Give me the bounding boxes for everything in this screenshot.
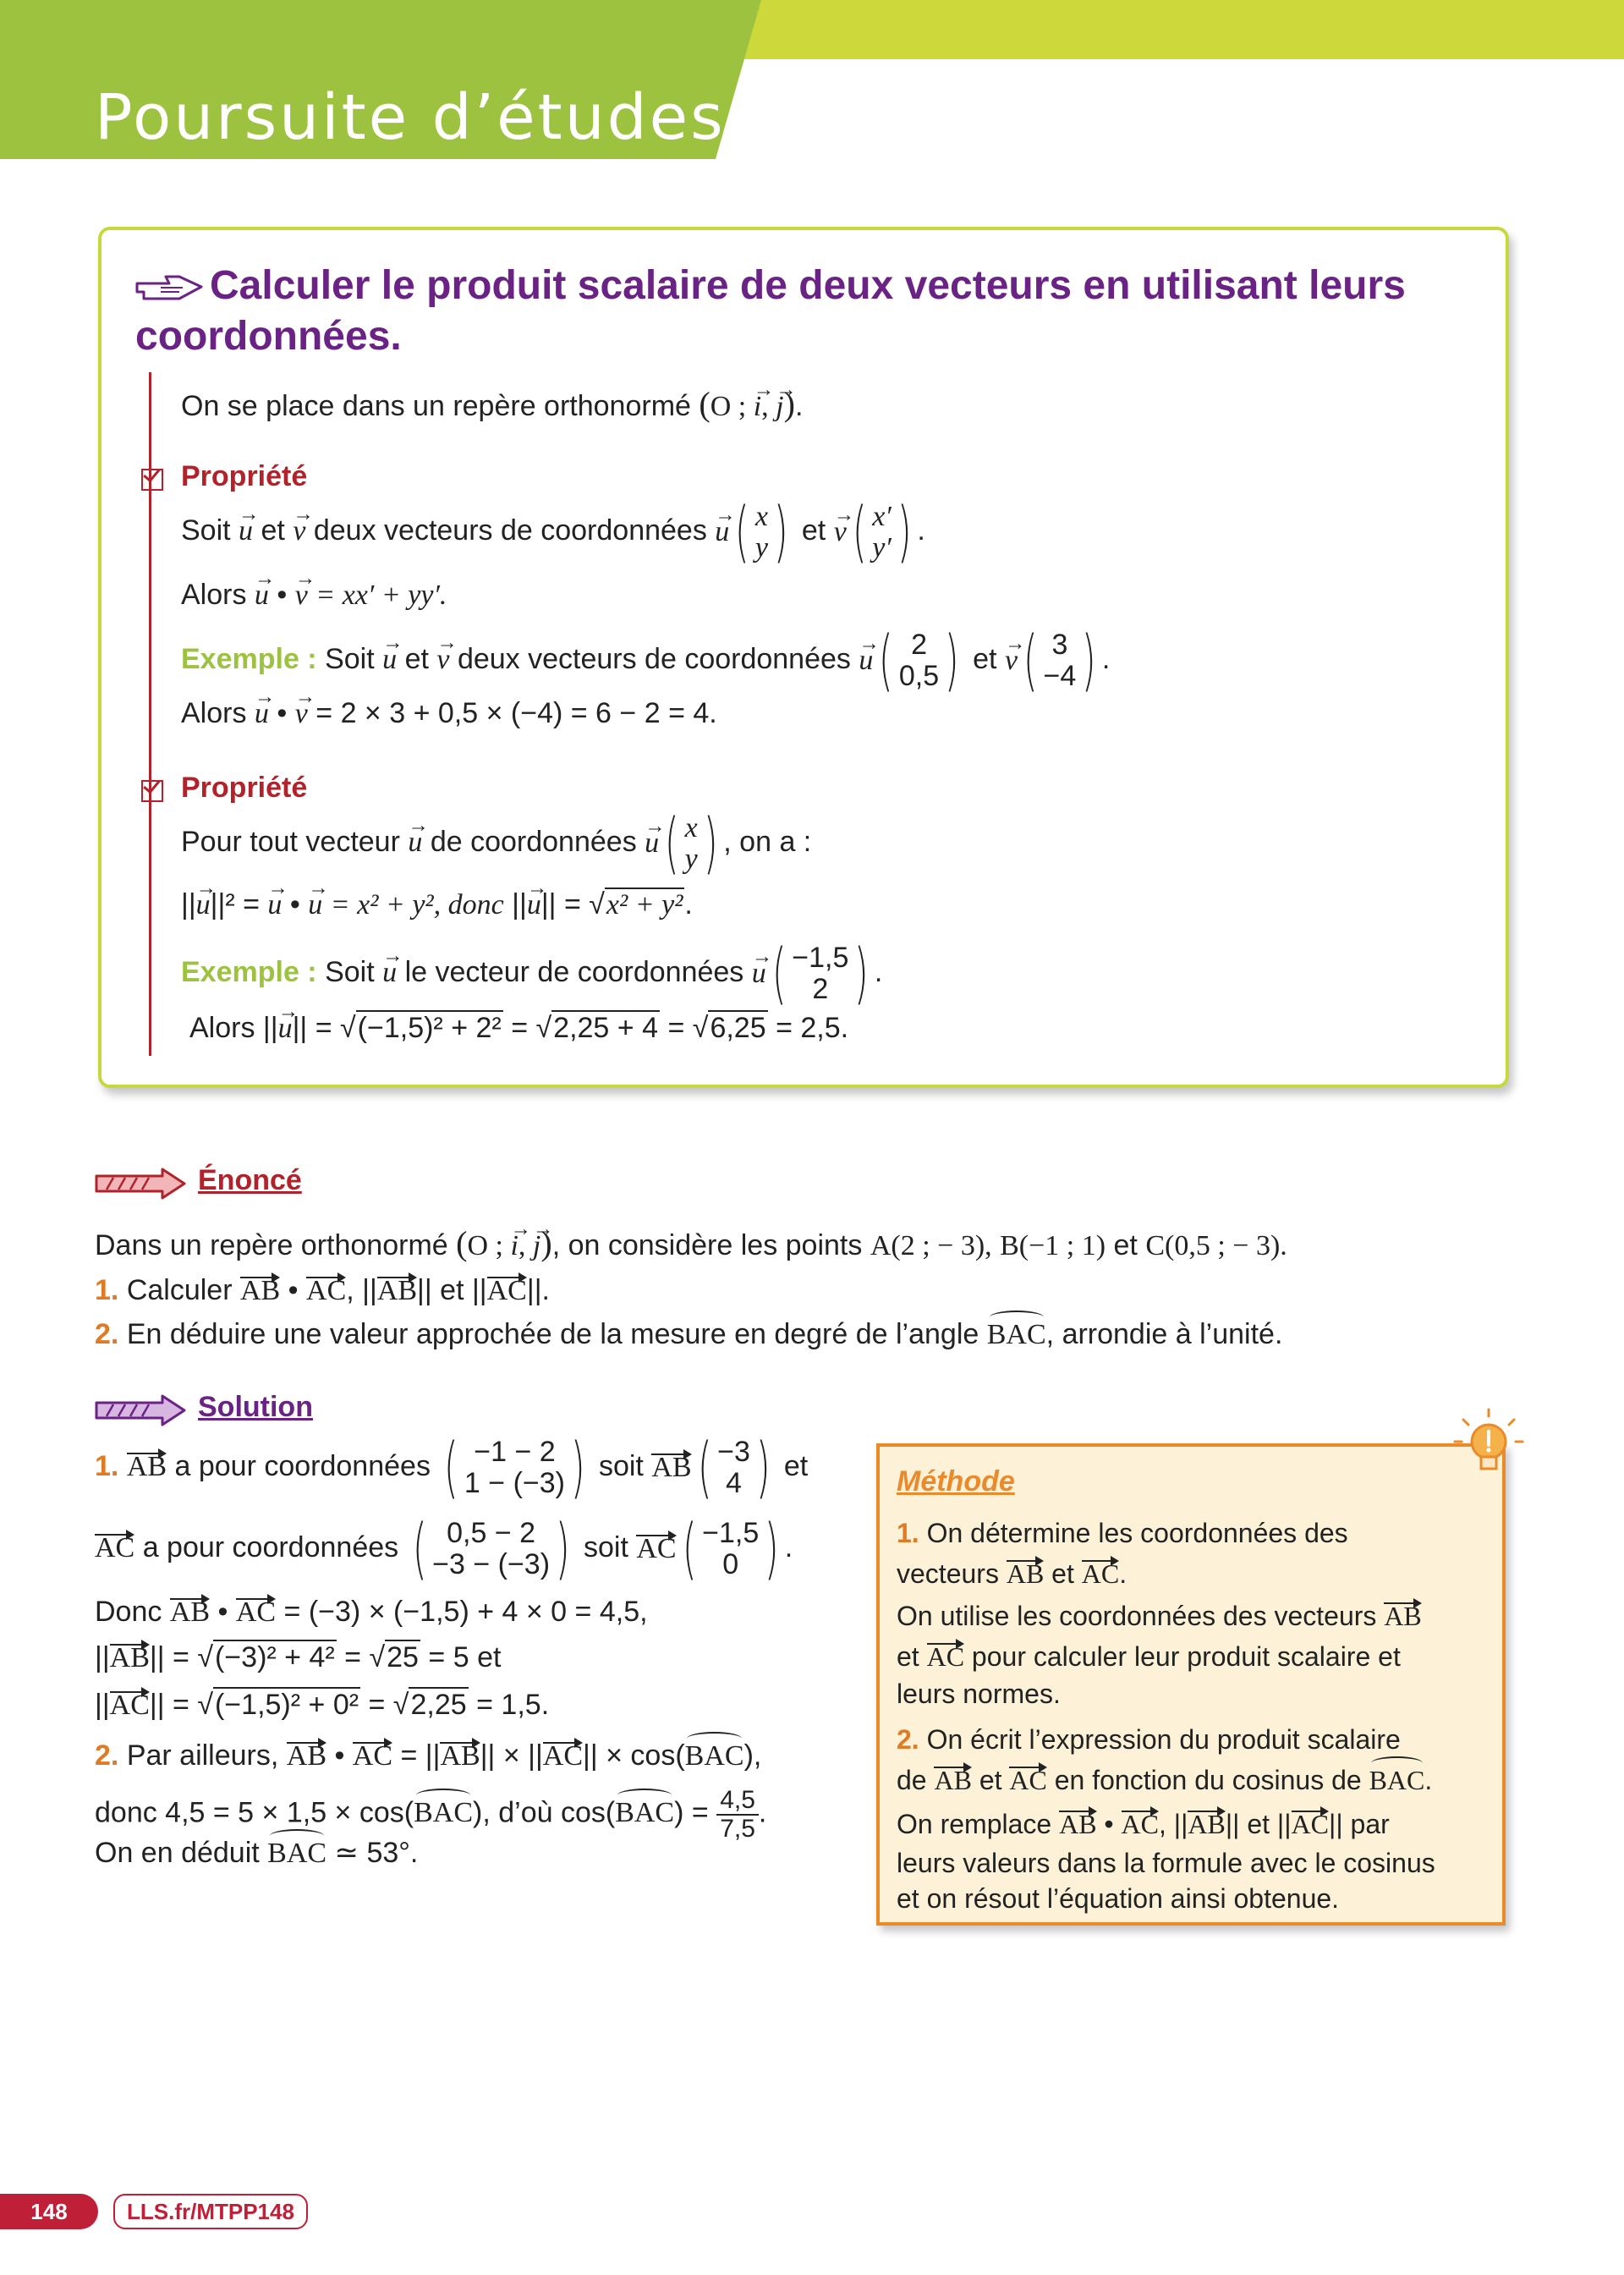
example-1: Exemple : Soit → u et → v deux vecteurs de coordonnées → u ( 2 0,5 ) et → v ( 3 −4 ) . (181, 628, 1110, 694)
solution-ac-coords: AC a pour coordonnées ( 0,5 − 2 −3 − (−3) ) soit AC ( −1,5 0 ) . (95, 1510, 793, 1587)
property-1-statement: Soit → u et → v deux vecteurs de coordonnées → u ( x y ) et → v ( x′ y′ ) . (181, 499, 925, 565)
methode-title: Méthode (897, 1465, 1015, 1497)
methode-line: 1. On détermine les coordonnées des (897, 1518, 1348, 1548)
methode-line: 2. On écrit l’expression du produit scalaire (897, 1724, 1401, 1755)
methode-line: leurs valeurs dans la formule avec le cosinus (897, 1848, 1435, 1878)
box-title-text: Calculer le produit scalaire de deux vecteurs en utilisant leurs coordonnées. (135, 263, 1406, 359)
methode-line: On utilise les coordonnées des vecteurs AB (897, 1601, 1422, 1631)
property-label-2: Propriété (181, 772, 308, 804)
methode-line: de AB et AC en fonction du cosinus de BAC. (897, 1765, 1433, 1795)
example-2-result: Alors ||→ u|| = √(−1,5)² + 2² = √2,25 + 4 = √6,25 = 2,5. (189, 1012, 848, 1045)
enonce-arrow-icon (95, 1168, 186, 1200)
methode-line: et AC pour calculer leur produit scalaire et (897, 1641, 1401, 1672)
property-label-1: Propriété (181, 460, 308, 492)
checkbox-icon (141, 780, 163, 802)
property-box (98, 227, 1509, 1088)
methode-line: On remplace AB • AC, ||AB|| et ||AC|| par (897, 1809, 1390, 1839)
page-number: 148 (0, 2194, 98, 2229)
solution-conclusion: On en déduit BAC ≃ 53°. (95, 1837, 419, 1869)
example-2: Exemple : Soit → u le vecteur de coordonnées → u ( −1,5 2 ) . (181, 941, 882, 1007)
methode-box (876, 1443, 1506, 1926)
solution-norm-ab: ||AB|| = √(−3)² + 4² = √25 = 5 et (95, 1641, 502, 1673)
solution-arrow-icon (95, 1394, 186, 1426)
solution-ab-coords: 1. AB a pour coordonnées ( −1 − 2 1 − (−3) ) soit AB ( −3 4 ) et (95, 1429, 809, 1506)
methode-line: leurs normes. (897, 1679, 1061, 1709)
solution-label: Solution (198, 1391, 313, 1423)
pointing-hand-icon (135, 273, 203, 302)
checkbox-icon (141, 469, 163, 491)
solution-cos: donc 4,5 = 5 × 1,5 × cos(BAC), d’où cos(BAC) = $\frac{4,5}{7,5}$ . (95, 1786, 767, 1843)
property-2-statement: Pour tout vecteur → u de coordonnées → u ( x y ) , on a : (181, 811, 811, 876)
property-1-formula: Alors → u • → v = xx′ + yy′. (181, 579, 447, 612)
enonce-intro: Dans un repère orthonormé (O ; → i, → j), on considère les points A(2 ; − 3), B(−1 ; 1) et C(0,5 ; − 3). (95, 1223, 1287, 1263)
lls-link[interactable]: LLS.fr/MTPP148 (113, 2194, 308, 2229)
example-1-result: Alors → u • → v = 2 × 3 + 0,5 × (−4) = 6 − 2 = 4. (181, 697, 717, 730)
box-title (135, 261, 1489, 362)
methode-line: et on résout l’équation ainsi obtenue. (897, 1883, 1340, 1914)
lightbulb-icon (1446, 1404, 1531, 1489)
intro-line: On se place dans un repère orthonormé (O ; → i, → j). (181, 384, 803, 424)
enonce-label: Énoncé (198, 1164, 302, 1196)
solution-part-2: 2. Par ailleurs, AB • AC = ||AB|| × ||AC|| × cos(BAC), (95, 1739, 762, 1772)
solution-dot-product: Donc AB • AC = (−3) × (−1,5) + 4 × 0 = 4,5, (95, 1596, 648, 1628)
question-2: 2. En déduire une valeur approchée de la mesure en degré de l’angle BAC, arrondie à l’unité. (95, 1318, 1283, 1350)
solution-norm-ac: ||AC|| = √(−1,5)² + 0² = √2,25 = 1,5. (95, 1689, 550, 1721)
question-1: 1. Calculer AB • AC, ||AB|| et ||AC||. (95, 1274, 550, 1306)
page-title: Poursuite d’études (95, 81, 726, 154)
property-2-formula: ||→ u||² = → u • → u = x² + y², donc ||→ u|| = √x² + y². (181, 888, 693, 921)
methode-line: vecteurs AB et AC. (897, 1558, 1127, 1589)
